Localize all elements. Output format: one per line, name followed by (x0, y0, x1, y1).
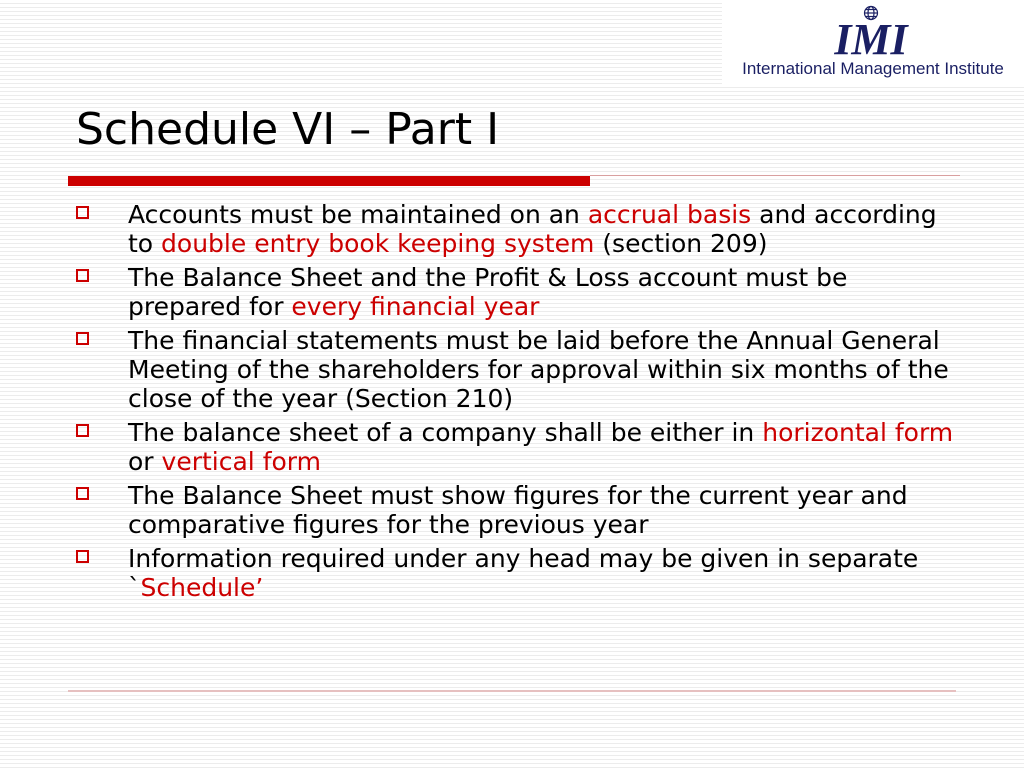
highlighted-term: accrual basis (587, 200, 752, 229)
bullet-item (76, 200, 956, 258)
bullet-text: Accounts must be maintained on an (128, 200, 588, 229)
highlighted-term: horizontal form (762, 418, 954, 447)
bullet-text: The financial statements must be laid before the Annual General Meeting of the shareholders for approval within six months of the close of the year (Section 210) (128, 326, 949, 413)
highlighted-term: vertical form (161, 447, 321, 476)
bullet-text: The Balance Sheet and the Profit & Loss account must be prepared for (128, 263, 848, 321)
bullet-item (76, 544, 956, 602)
bullet-text: The balance sheet of a company shall be either in (128, 418, 763, 447)
bullet-text: and according to (128, 200, 937, 258)
bullet-text: Information required under any head may be given in separate ` (128, 544, 919, 602)
imi-logo-icon (826, 4, 916, 60)
bullet-item (76, 263, 956, 321)
bullet-text: or (128, 447, 162, 476)
bullet-list (76, 200, 956, 607)
square-bullet-icon (76, 487, 89, 500)
highlighted-term: double entry book keeping system (161, 229, 595, 258)
bullet-item (76, 481, 956, 539)
square-bullet-icon (76, 550, 89, 563)
square-bullet-icon (76, 206, 89, 219)
bullet-item (76, 326, 956, 413)
highlighted-term: every financial year (291, 292, 540, 321)
square-bullet-icon (76, 269, 89, 282)
bullet-item (76, 418, 956, 476)
title-accent-rule (68, 176, 590, 186)
square-bullet-icon (76, 332, 89, 345)
slide-title: Schedule VI – Part I (76, 104, 500, 155)
footer-divider-line (68, 690, 956, 692)
logo-caption: International Management Institute (742, 59, 1004, 78)
square-bullet-icon (76, 424, 89, 437)
logo-mark-text: IMI (834, 15, 908, 60)
bullet-text: (section 209) (594, 229, 768, 258)
highlighted-term: Schedule’ (140, 573, 264, 602)
title-divider-line (590, 175, 960, 176)
bullet-text: The Balance Sheet must show figures for the current year and comparative figures for the previous year (128, 481, 908, 539)
